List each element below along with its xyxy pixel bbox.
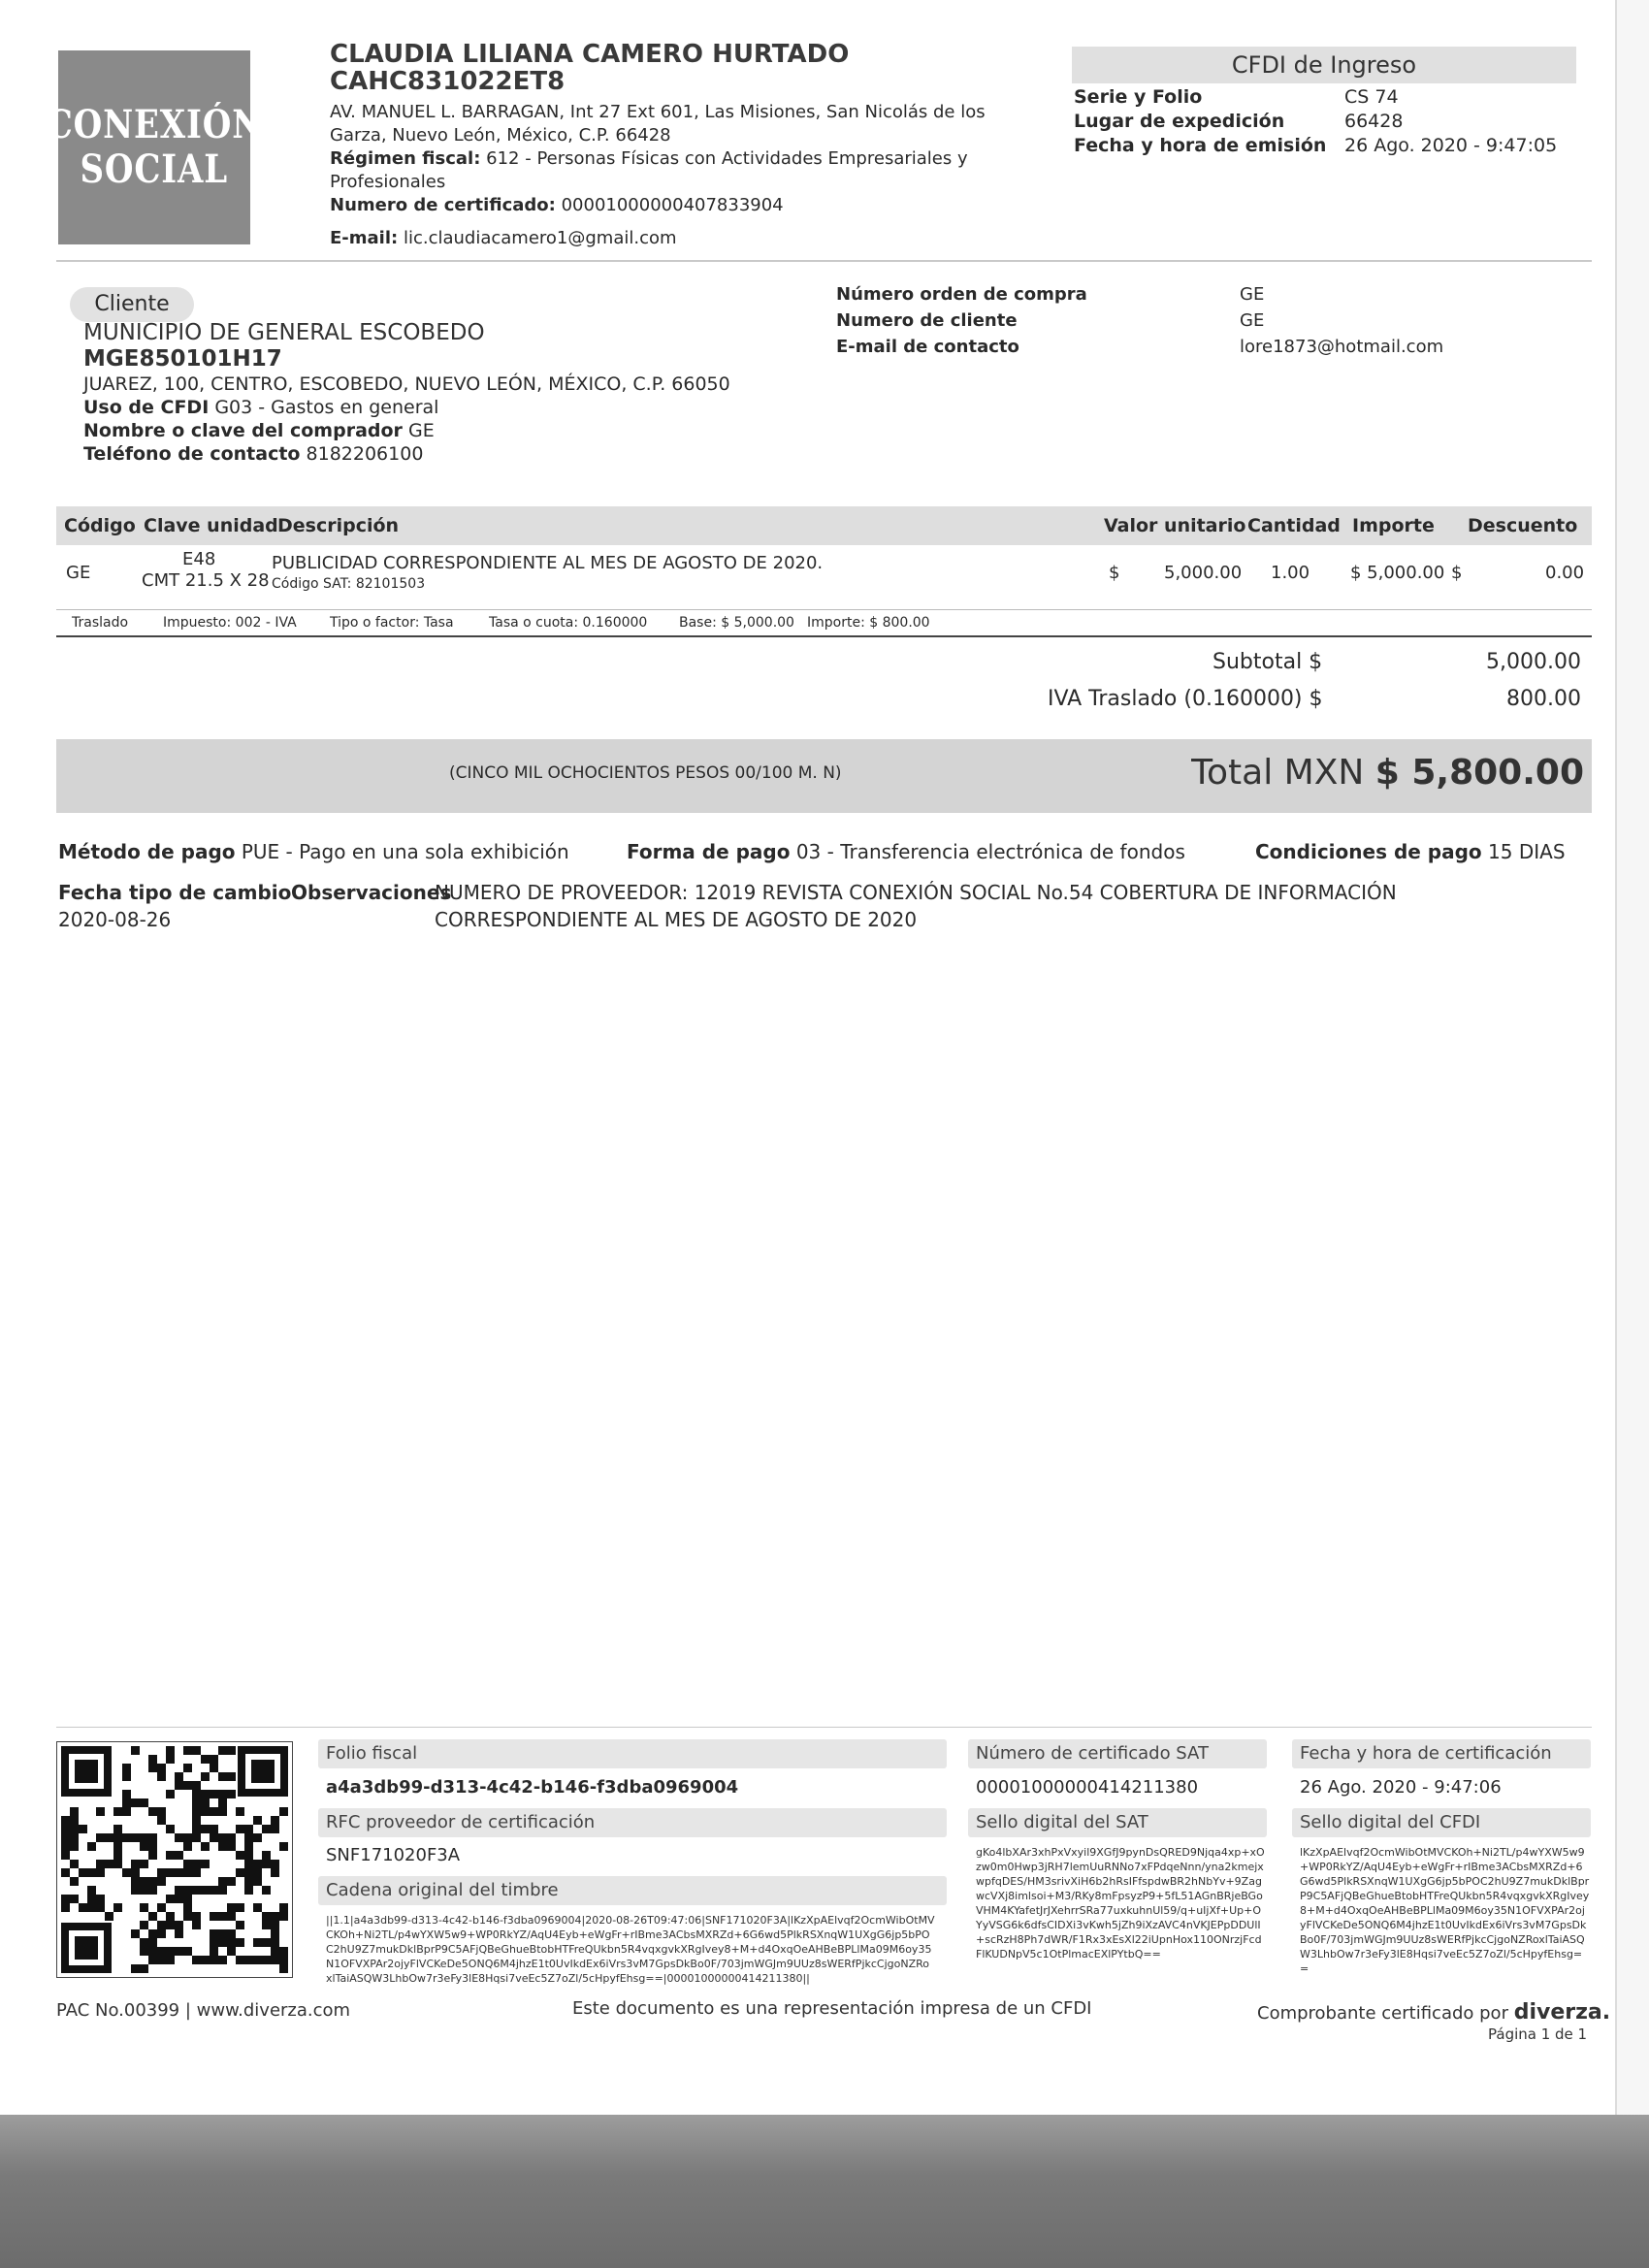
cfdi-labels <box>1074 85 1326 158</box>
client-uso-cfdi <box>83 396 840 419</box>
payment-method <box>58 840 569 863</box>
client-buyer-value: GE <box>407 420 435 441</box>
cfdi-type-title: CFDI de Ingreso <box>1072 47 1576 83</box>
certified-by-label: Comprobante certificado por <box>1257 2003 1508 2024</box>
row-descuento-signo: $ <box>1451 563 1463 583</box>
folio-fiscal-label: Folio fiscal <box>318 1739 947 1768</box>
col-cantidad: Cantidad <box>1247 515 1341 536</box>
row-importe: $ 5,000.00 <box>1350 563 1445 583</box>
issuer-email-label: E-mail: <box>330 228 399 248</box>
issuer-address-1: AV. MANUEL L. BARRAGAN, Int 27 Ext 601, Las Misiones, San Nicolás de los <box>330 102 986 122</box>
payment-method-value: PUE - Pago en una sola exhibición <box>241 840 569 863</box>
certification-date-value: 26 Ago. 2020 - 9:47:06 <box>1300 1777 1502 1798</box>
contact-email-label: E-mail de contacto <box>836 337 1019 357</box>
rfc-provider-label: RFC proveedor de certificación <box>318 1808 947 1837</box>
lugar-expedicion-value: 66428 <box>1344 111 1404 132</box>
client-phone <box>83 442 840 466</box>
print-note: Este documento es una representación impresa de un CFDI <box>572 1998 1092 2019</box>
observations-label: Observaciones <box>291 881 452 904</box>
row-codigo: GE <box>66 563 91 583</box>
issuer-regimen-value: 612 - Personas Físicas con Actividades Empresariales y <box>486 148 968 169</box>
issuer-email-value: lic.claudiacamero1@gmail.com <box>403 228 677 248</box>
cadena-original-label: Cadena original del timbre <box>318 1876 947 1905</box>
cfdi-seal-label: Sello digital del CFDI <box>1292 1808 1591 1837</box>
exchange-date-value: 2020-08-26 <box>58 908 172 931</box>
client-block <box>83 320 840 466</box>
tax-base: Base: $ 5,000.00 <box>679 615 794 631</box>
lugar-expedicion-label: Lugar de expedición <box>1074 111 1285 132</box>
certified-by <box>1257 2000 1610 2025</box>
payment-conditions-value: 15 DIAS <box>1488 840 1566 863</box>
client-number-label: Numero de cliente <box>836 310 1018 331</box>
row-descuento: 0.00 <box>1545 563 1585 583</box>
table-row <box>56 549 1592 607</box>
tax-importe: Importe: $ 800.00 <box>807 615 930 631</box>
page-number: Página 1 de 1 <box>1488 2025 1588 2043</box>
col-codigo: Código <box>64 515 136 536</box>
rfc-provider-value: SNF171020F3A <box>326 1845 461 1865</box>
company-logo <box>46 50 263 244</box>
row-codigo-sat: Código SAT: 82101503 <box>272 576 426 592</box>
sat-certificate-value: 00001000000414211380 <box>976 1777 1199 1798</box>
row-cantidad: 1.00 <box>1271 563 1310 583</box>
tax-transfer-row <box>56 609 1592 637</box>
scan-edge <box>0 2115 1649 2268</box>
payment-form-value: 03 - Transferencia electrónica de fondos <box>795 840 1185 863</box>
client-buyer-label: Nombre o clave del comprador <box>83 420 403 441</box>
cfdi-seal-value: lKzXpAElvqf2OcmWibOtMVCKOh+Ni2TL/p4wYXW5w9+WP0RkYZ/AqU4Eyb+eWgFr+rIBme3ACbsMXRZd+6G6wd5PlkRSXnqW1UXgG6jp5bPOC2hU9Z7mukDklBprP9C5AFjQBeGhueBtobHTFreQUkbn5R4vqxgvkXRgIvey8+M+d4OxqOeAHBeBPLlMa09M6oy35N1OFVXPAr2ojyFlVCKeDe5ONQ6M4jhzE1t0UvIkdEx6iVrs3vM7GpsDkBo0F/703jmWGJm9UUz8sWERfPjkcCjgoNZRoxlTaiASQW3LhbOw7r3eFy3lE8Hqsi7veEc5Z7oZl/5cHpyfEhsg== <box>1300 1846 1590 1975</box>
logo-line-2: SOCIAL <box>80 146 229 192</box>
serie-folio-value: CS 74 <box>1344 86 1399 108</box>
total-in-words: (CINCO MIL OCHOCIENTOS PESOS 00/100 M. N) <box>449 763 842 783</box>
col-clave-unidad: Clave unidad <box>144 515 278 536</box>
payment-conditions <box>1255 840 1566 863</box>
col-descuento: Descuento <box>1468 515 1578 536</box>
issuer-regimen <box>330 147 1009 171</box>
client-name: MUNICIPIO DE GENERAL ESCOBEDO <box>83 320 485 345</box>
row-valor: 5,000.00 <box>1164 563 1243 583</box>
issuer-regimen-label: Régimen fiscal: <box>330 148 481 169</box>
grand-total-label: Total MXN <box>1191 753 1365 793</box>
issuer-regimen-value-2: Profesionales <box>330 172 446 192</box>
cfdi-values <box>1344 85 1557 158</box>
order-number-value: GE <box>1240 284 1265 305</box>
payment-form-label: Forma de pago <box>627 840 791 863</box>
qr-code <box>56 1741 293 1978</box>
subtotal-value: 5,000.00 <box>1486 650 1581 674</box>
total-band <box>56 739 1592 813</box>
client-address: JUAREZ, 100, CENTRO, ESCOBEDO, NUEVO LEÓN, MÉXICO, C.P. 66050 <box>83 373 730 395</box>
client-number-value: GE <box>1240 310 1265 331</box>
issuer-block <box>330 41 1009 250</box>
sat-certificate-label: Número de certificado SAT <box>968 1739 1267 1768</box>
row-clave-2: CMT 21.5 X 28 <box>142 570 270 591</box>
issuer-address-2: Garza, Nuevo León, México, C.P. 66428 <box>330 125 671 146</box>
subtotal-label: Subtotal $ <box>1212 650 1323 674</box>
order-labels <box>836 281 1087 360</box>
tax-tasa: Tasa o cuota: 0.160000 <box>489 615 648 631</box>
payment-method-label: Método de pago <box>58 840 236 863</box>
fecha-emision-label: Fecha y hora de emisión <box>1074 135 1327 156</box>
header-divider <box>56 260 1592 262</box>
footer-divider <box>56 1727 1592 1728</box>
order-number-label: Número orden de compra <box>836 284 1087 305</box>
issuer-rfc: CAHC831022ET8 <box>330 67 566 96</box>
payment-form <box>627 840 1185 863</box>
certification-date-label: Fecha y hora de certificación <box>1292 1739 1591 1768</box>
fecha-emision-value: 26 Ago. 2020 - 9:47:05 <box>1344 135 1558 156</box>
iva-label: IVA Traslado (0.160000) $ <box>1048 687 1323 711</box>
client-uso-label: Uso de CFDI <box>83 397 210 418</box>
row-clave-1: E48 <box>182 549 216 569</box>
issuer-email <box>330 227 1009 250</box>
iva-value: 800.00 <box>1506 687 1581 711</box>
sat-seal-label: Sello digital del SAT <box>968 1808 1267 1837</box>
col-valor-unitario: Valor unitario <box>1104 515 1246 536</box>
client-uso-value: G03 - Gastos en general <box>214 397 439 418</box>
col-importe: Importe <box>1352 515 1435 536</box>
row-valor-signo: $ <box>1109 563 1120 583</box>
exchange-date-label: Fecha tipo de cambio <box>58 881 292 904</box>
serie-folio-label: Serie y Folio <box>1074 86 1203 108</box>
diverza-logo: diverza. <box>1513 2000 1611 2025</box>
issuer-certificate-value: 00001000000407833904 <box>561 195 784 215</box>
folio-fiscal-value: a4a3db99-d313-4c42-b146-f3dba0969004 <box>326 1777 739 1798</box>
tax-transfer-label: Traslado <box>72 615 129 631</box>
qr-code-image <box>57 1742 292 1977</box>
client-phone-label: Teléfono de contacto <box>83 443 301 465</box>
col-descripcion: Descripción <box>277 515 400 536</box>
client-tag: Cliente <box>70 287 194 322</box>
logo-line-1: CONEXIÓN <box>46 102 263 147</box>
tax-impuesto: Impuesto: 002 - IVA <box>163 615 297 631</box>
grand-total <box>1191 753 1584 793</box>
pac-info: PAC No.00399 | www.diverza.com <box>56 2000 351 2021</box>
sat-seal-value: gKo4lbXAr3xhPxVxyil9XGfJ9pynDsQRED9Njqa4xp+xOzw0m0Hwp3jRH7lemUuRNNo7xFPdqeNnn/yna2kmejxwpfqDES/HM3srivXiH6b2hRsIFfspdwBR2hNbYv+9ZagwcVXj8imlsoi+M3/RKy8mFpsyzP9+5fL51AGnBRjeBGoVHM4KYafetJrJXehrrSRa77uxkuhnUl59/q+uIjXf+Up+OYyVSG6k6dfsCIDXi3vKwh5jZh9iXzAVC4nVKJEPpDDUlI+scRzH8Ph7dWR/F1Rx3xEsXl22iUpnHox110ONrzjFcdFlKUDNpV5c1OtPlmacEXlPYtbQ== <box>976 1846 1265 1960</box>
order-values <box>1240 281 1443 360</box>
client-rfc: MGE850101H17 <box>83 346 282 372</box>
payment-conditions-label: Condiciones de pago <box>1255 840 1482 863</box>
client-phone-value: 8182206100 <box>306 443 424 465</box>
tax-tipo: Tipo o factor: Tasa <box>330 615 454 631</box>
grand-total-value: $ 5,800.00 <box>1374 753 1584 793</box>
issuer-name: CLAUDIA LILIANA CAMERO HURTADO <box>330 40 850 69</box>
issuer-certificate-label: Numero de certificado: <box>330 195 556 215</box>
items-table-header <box>56 506 1592 545</box>
observations-value: NUMERO DE PROVEEDOR: 12019 REVISTA CONEXIÓN SOCIAL No.54 COBERTURA DE INFORMACIÓN CORRESPONDIENTE AL MES DE AGOSTO DE 2020 <box>435 881 1397 931</box>
row-descripcion: PUBLICIDAD CORRESPONDIENTE AL MES DE AGOSTO DE 2020. <box>272 553 824 573</box>
client-buyer <box>83 419 840 442</box>
cadena-original-value: ||1.1|a4a3db99-d313-4c42-b146-f3dba0969004|2020-08-26T09:47:06|SNF171020F3A|lKzXpAElvqf2OcmWibOtMVCKOh+Ni2TL/p4wYXW5w9+WP0RkYZ/AqU4Eyb+eWgFr+rIBme3ACbsMXRZd+6G6wd5PlkRSXnqW1UXgG6jp5bPOC2hU9Z7mukDklBprP9C5AFjQBeGhueBtobHTFreQUkbn5R4vqxgvkXRgIvey8+M+d4OxqOeAHBeBPLlMa09M6oy35N1OFVXPAr2ojyFlVCKeDe5ONQ6M4jhzE1t0UvIkdEx6iVrs3vM7GpsDkBo0F/703jmWGJm9UUz8sWERfPjkcCjgoNZRoxlTaiASQW3LhbOw7r3eFy3lE8Hqsi7veEc5Z7oZl/5cHpyfEhsg==|00001000000414211380|| <box>326 1914 935 1985</box>
contact-email-value: lore1873@hotmail.com <box>1240 337 1444 357</box>
issuer-certificate <box>330 194 1009 217</box>
